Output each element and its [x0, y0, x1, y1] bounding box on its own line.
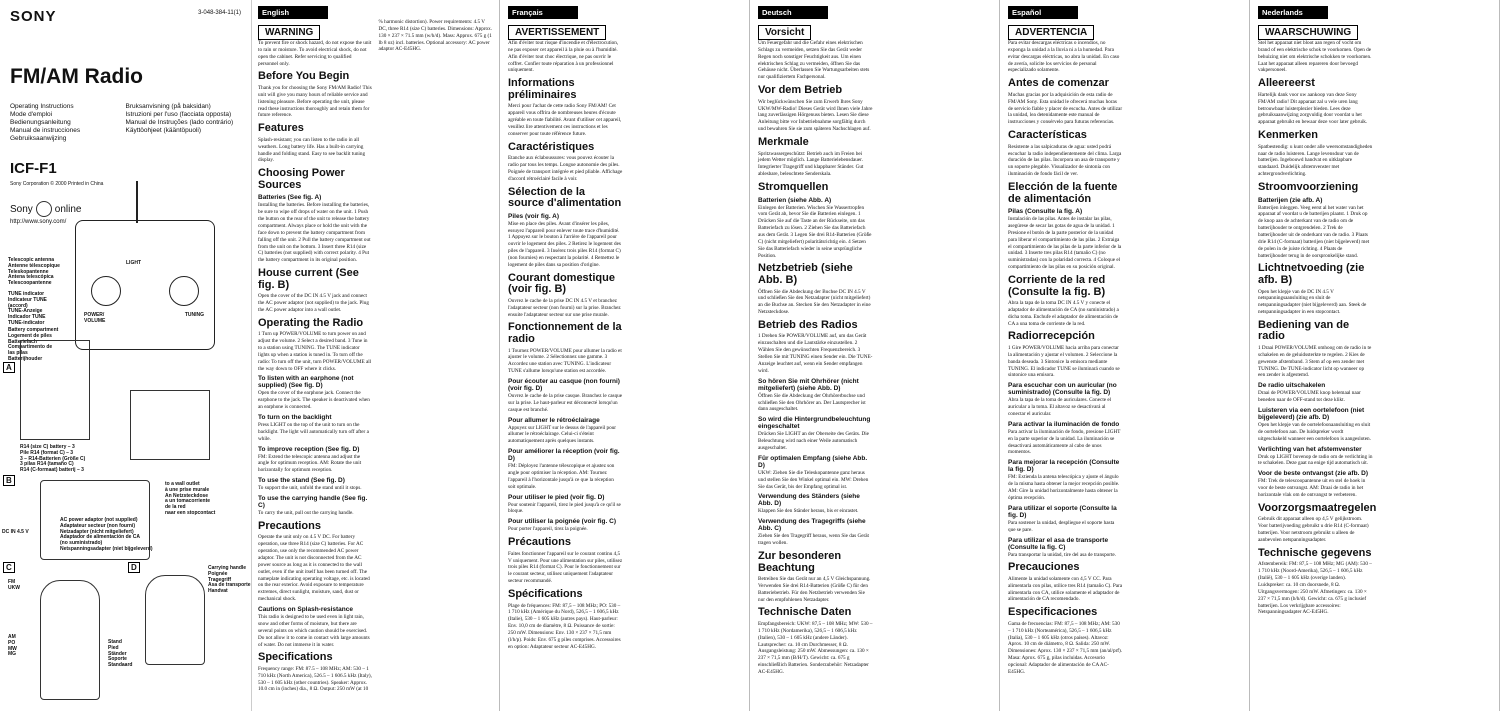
- subsection-heading: Für optimalen Empfang (siehe Abb. D): [758, 454, 868, 469]
- battery-compartment-label: Battery compartment Logement de piles Batteriefach Compartimento de las pilas Batterijhouder: [8, 327, 59, 362]
- section-body: Ouvrez le cache de la prise casque. Branchez le casque sur la prise. Le haut-parleur est déconnecté lorsqu'un casque est branché.: [508, 392, 623, 413]
- section-heading: Voorzorgsmaatregelen: [1258, 501, 1377, 514]
- power-volume-dial: [91, 276, 121, 306]
- section-body: Faites fonctionner l'appareil sur le courant continu 4,5 V uniquement. Pour une alimentation sur piles, utilisez trois piles R14 (format C). Pour le fonctionnement sur le courant secteur, utilisez uniquement l'adaptateur secteur recommandé.: [508, 550, 623, 585]
- section-heading: Lichtnetvoeding (zie afb. B): [1258, 262, 1365, 286]
- subsection-heading: Pour utiliser la poignée (voir fig. C): [508, 518, 616, 526]
- section-body: Para transportar la unidad, tire del asa de transporte.: [1008, 551, 1117, 558]
- section-body: Batterijen inleggen. Veeg eerst al het water van het apparaat af voordat u de batterijen plaatst. 1 Druk op de knop aan de achterkant van de radio om de batterijhouder te ontgrendelen. 2 Trek de batterijhouder uit de onderkant van de radio. 3 Plaats drie R14 (C-formaat) batterijen (niet bijgeleverd) met de polen in de juiste richting. 4 Plaats de batterijhouder terug in de oorspronkelijke stand.: [1258, 204, 1370, 259]
- language-item: Gebruiksaanwijzing: [10, 135, 67, 142]
- subsection-heading: De radio uitschakelen: [1258, 382, 1326, 390]
- section-heading: Precauciones: [1008, 561, 1080, 574]
- language-item: Manual de instrucciones: [10, 127, 81, 134]
- subsection-heading: Batteries (See fig. A): [258, 194, 322, 202]
- language-tab: Deutsch: [758, 6, 828, 19]
- language-column-english: [252, 0, 500, 711]
- section-body: Thank you for choosing the Sony FM/AM Radio! This unit will give you many hours of reliable service and listening pleasure. Before operating the unit, please read these instructions thoroughly and retain them for future reference.: [258, 84, 372, 119]
- section-body: Pour soutenir l'appareil, tirez le pied jusqu'à ce qu'il se bloque.: [508, 501, 621, 515]
- warning-heading: ADVERTENCIA: [1008, 25, 1094, 40]
- tuning-dial: [169, 276, 199, 306]
- section-body: FM: Déployez l'antenne télescopique et ajustez son angle pour optimiser la réception. AM: Tournez l'appareil à l'horizontale jusqu'à ce que la réception soit optimale.: [508, 463, 615, 490]
- am-band-label: AM PO MW MG: [8, 634, 17, 658]
- section-body: Para activar la iluminación de fondo, presione LIGHT en la parte superior de la unidad. La iluminación se desactivará automáticamente al cabo de unos momentos.: [1008, 428, 1121, 456]
- column-text-flow: [1008, 19, 1243, 699]
- subsection-heading: So hören Sie mit Ohrhörer (nicht mitgeliefert) (siehe Abb. D): [758, 377, 859, 392]
- section-heading: Specifications: [258, 651, 333, 664]
- section-body: Muchas gracias por la adquisición de esta radio de FM/AM Sony. Esta unidad le ofrecerá muchas horas de servicio fiable y placer de escucha. Antes de utilizar la unidad, lea detenidamente este manual de instrucciones y consérvelo para futuras referencias.: [1008, 91, 1123, 126]
- subsection-heading: To use the stand (See fig. D): [258, 477, 345, 485]
- section-body: Para sostener la unidad, despliegue el soporte hasta que se pare.: [1008, 519, 1115, 533]
- section-heading: Spécifications: [508, 588, 583, 600]
- radio-illustration: [75, 220, 215, 350]
- subsection-heading: To listen with an earphone (not supplied) (See fig. D): [258, 375, 354, 390]
- fm-band-label: FM UKW: [8, 579, 20, 591]
- section-body: To carry the unit, pull out the carrying handle.: [258, 510, 354, 517]
- section-body: 1 Tournez POWER/VOLUME pour allumer la radio et ajuster le volume. 2 Sélectionnez une gamme. 3 Accordez une station avec TUNING. L'indicateur TUNE s'allume lorsqu'une station est accordée.: [508, 347, 622, 375]
- battery-compartment-illustration: [20, 340, 90, 440]
- section-body: Gebruik dit apparaat alleen op 4,5 V gelijkstroom. Voor batterijvoeding gebruikt u drie R14 (C-formaat) batterijen. Voor netstroom gebruikt u alleen de aanbevolen netspanningsadapter.: [1258, 516, 1369, 544]
- subsection-heading: To use the carrying handle (See fig. C): [258, 495, 368, 510]
- section-body: Betreiben Sie das Gerät nur an 4,5 V Gleichspannung. Verwenden Sie drei R14-Batterien (Größe C) für den Batteriebetrieb. Für den Netzbetrieb verwenden Sie nur den empfohlenen Netzadapter.: [758, 576, 871, 603]
- subsection-heading: Para utilizar el soporte (Consulte la fig. D): [1008, 504, 1117, 519]
- section-heading: Before You Begin: [258, 70, 350, 83]
- section-heading: Features: [258, 122, 304, 135]
- section-body: Abra la tapa de la toma de auriculares. Conecte el auricular a la toma. El altavoz se desactivará al conectar el auricular.: [1008, 397, 1112, 418]
- section-heading: Précautions: [508, 536, 571, 549]
- section-body: UKW: Ziehen Sie die Teleskopantenne ganz heraus und stellen Sie den Winkel optimal ein. MW: Drehen Sie das Gerät, bis der Empfang optimal ist.: [758, 469, 869, 490]
- section-body: Operate the unit only on 4.5 V DC. For battery operation, use three R14 (size C) batteries. For AC operation, use only the recommended AC power adaptor. The unit is not disconnected from the AC power source as long as it is connected to the wall outlet, even if the unit itself has been turned off. The nameplate indicating operating voltage, etc. is located on the rear exterior. Avoid exposure to temperature extremes, direct sunlight, moisture, sand, dust or mechanical shock.: [258, 534, 370, 603]
- section-body: Wir beglückwünschen Sie zum Erwerb Ihres Sony UKW/MW-Radio! Dieses Gerät wird Ihnen viele Jahre lang zuverlässigen Hörgenuss bieten. Lesen Sie diese Anleitung bitte vor Inbetriebnahme sorgfältig durch und bewahren Sie sie zum späteren Nachschlagen auf.: [758, 98, 873, 133]
- section-body: Ouvrez le cache de la prise DC IN 4.5 V et branchez l'adaptateur secteur (non fourni) sur la prise. Branchez ensuite l'adaptateur secteur sur une prise murale.: [508, 297, 621, 318]
- section-body: Splash-resistant; you can listen to the radio in all weathers. Long battery life. Has a built-in carrying handle and folding stand. Easy to see backlit tuning display.: [258, 136, 366, 164]
- section-heading: Choosing Power Sources: [258, 167, 345, 191]
- antenna-drawing: [136, 181, 138, 223]
- section-body: Hartelijk dank voor uw aankoop van deze Sony FM/AM radio! Dit apparaat zal u vele uren lang betrouwbaar luisterplezier bieden. Lees deze gebruiksaanwijzing zorgvuldig door voordat u het apparaat gebruikt en bewaar deze voor later gebruik.: [1258, 91, 1368, 126]
- language-item: Bedienungsanleitung: [10, 119, 71, 126]
- model-number: ICF-F1: [10, 160, 57, 177]
- section-body: Alimente la unidad solamente con 4,5 V CC. Para alimentarla con pilas, utilice tres R14 (tamaño C). Para alimentarla con CA, utilice solamente el adaptador de alimentación de CA recomendado.: [1008, 575, 1123, 603]
- section-body: Open the cover of the DC IN 4.5 V jack and connect the AC power adaptor (not supplied) to the jack. Plug the AC power adaptor into a wall outlet.: [258, 293, 369, 313]
- section-body: Instalación de las pilas. Antes de instalar las pilas, asegúrese de secar las gotas de agua de la unidad. 1 Presione el botón de la parte posterior de la unidad para liberar el compartimiento de las pilas. 2 Extraiga el compartimiento de las pilas de la parte inferior de la unidad. 3 Inserte tres pilas R14 (tamaño C) (no suministradas) con la polaridad correcta. 4 Coloque el compartimiento de las pilas en su posición original.: [1008, 216, 1122, 271]
- section-body: Open het klepje van de DC IN 4.5 V netspanningsaansluiting en sluit de netspanningsadapter (niet bijgeleverd) aan. Steek de netspanningsadapter in een stopcontact.: [1258, 288, 1367, 316]
- section-body: 1 Draai POWER/VOLUME omhoog om de radio in te schakelen en de geluidssterkte te regelen. 2 Kies de gewenste afstemband. 3 Stem af op een zender met TUNING. De TUNE-indicator licht op wanneer op een zender is afgestemd.: [1258, 345, 1372, 379]
- tuning-label: TUNING: [184, 312, 204, 318]
- section-body: Open the cover of the earphone jack. Connect the earphone to the jack. The speaker is deactivated when an earphone is connected.: [258, 390, 370, 411]
- section-heading: Alleereerst: [1258, 77, 1315, 90]
- section-body: 1 Drehen Sie POWER/VOLUME auf, um das Gerät einzuschalten und die Lautstärke einzustellen. 2 Wählen Sie den gewünschten Frequenzbereich. 3 Stellen Sie mit TUNING einen Sender ein. Die TUNE-Anzeige leuchtet auf, wenn ein Sender empfangen wird.: [758, 333, 873, 374]
- subsection-heading: Batterijen (zie afb. A): [1258, 196, 1323, 204]
- column-text-flow: [758, 19, 993, 699]
- subsection-heading: Verwendung des Ständers (siehe Abb. D): [758, 493, 860, 508]
- section-heading: Corriente de la red (Consulte la fig. B): [1008, 273, 1106, 298]
- section-heading: Stroomvoorziening: [1258, 180, 1359, 193]
- language-item: Käyttöohjeet (kääntöpuoli): [125, 127, 202, 134]
- section-body: Etanche aux éclaboussures: vous pouvez écouter la radio par tous les temps. Longue autonomie des piles. Poignée de transport intégrée et pied pliable. Affichage d'accord rétroéclairé facile à voir.: [508, 155, 623, 182]
- subsection-heading: To turn on the backlight: [258, 414, 332, 422]
- language-item: Istruzioni per l'uso (facciata opposta): [125, 111, 232, 118]
- section-body: Spritzwassergeschützt: Betrieb auch im Freien bei jedem Wetter möglich. Lange Batterielebensdauer. Integrierter Tragegriff und klappbarer Ständer. Gut ablesbare, beleuchtete Senderskala.: [758, 150, 864, 178]
- column-text-flow: [258, 19, 493, 699]
- subsection-heading: Pilas (Consulte la fig. A): [1008, 208, 1083, 216]
- section-body: Abra la tapa de la toma DC IN 4.5 V y conecte el adaptador de alimentación de CA (no suministrado) a dicha toma. Enchufe el adaptador de alimentación de CA a una toma de corriente de la red.: [1008, 300, 1119, 327]
- section-heading: Merkmale: [758, 136, 809, 148]
- section-body: Installing the batteries. Before installing the batteries, be sure to wipe off drops of water on the unit. 1 Push the button on the rear of the unit to release the battery compartment. Always place or hold the unit with the face down to prevent the battery compartment from falling off the unit. 2 Pull the battery compartment out from the unit on the bottom. 3 Insert three R14 (size C) batteries (not supplied) with correct polarity. 4 Put the battery compartment in its original position.: [258, 202, 371, 264]
- subsection-heading: Pour allumer le rétroéclairage: [508, 416, 600, 424]
- language-tab: Nederlands: [1258, 6, 1328, 19]
- section-body: Klappen Sie den Ständer heraus, bis er einrastet.: [758, 508, 859, 515]
- antenna-label: Telescopic antenna Antenne télescopique Teleskopantenne Antena telescópica Telescoopantenne: [8, 257, 60, 286]
- section-body: Draai de POWER/VOLUME knop helemaal naar beneden naar de OFF-stand tot deze klikt.: [1258, 390, 1361, 404]
- language-item: [126, 135, 242, 142]
- figure-c-label: C: [3, 562, 15, 573]
- language-tab: Français: [508, 6, 578, 19]
- section-body: Appuyez sur LIGHT sur le dessus de l'appareil pour allumer le rétroéclairage. Celui-ci s'éteint automatiquement après quelques instants.: [508, 424, 617, 445]
- subsection-heading: Batterien (siehe Abb. A): [758, 196, 832, 204]
- section-body: Resistente a las salpicaduras de agua: usted podrá escuchar la radio independientemente del clima. Larga duración de las pilas. Incorpora un asa de transporte y un soporte plegable. Visualizador de sintonía con iluminación de fondo fácil de ver.: [1008, 143, 1122, 178]
- figure-a-label: A: [3, 362, 15, 373]
- section-body: Para evitar descargas eléctricas o incendios, no exponga la unidad a la lluvia ni a la humedad. Para evitar descargas eléctricas, no abra la unidad. En caso de avería, solicite los servicios de personal especializado solamente.: [1008, 40, 1120, 74]
- subsection-heading: Para utilizar el asa de transporte (Consulte la fig. C): [1008, 536, 1109, 551]
- language-item: Operating Instructions: [10, 103, 74, 110]
- subsection-heading: Piles (voir fig. A): [508, 212, 560, 220]
- subsection-heading: Pour utiliser le pied (voir fig. D): [508, 493, 605, 501]
- handle-illustration: [40, 580, 100, 700]
- column-text-flow: [508, 19, 743, 699]
- brand-circle-icon: [36, 201, 52, 217]
- subsection-heading: Para activar la iluminación de fondo: [1008, 420, 1120, 428]
- warning-heading: WAARSCHUWING: [1258, 25, 1358, 40]
- section-body: Open het klepje van de oortelefoonaansluiting en sluit de oortelefoon aan. De luidspreker wordt uitgeschakeld wanneer een oortelefoon is aangesloten.: [1258, 422, 1371, 442]
- language-column-español: [1002, 0, 1250, 711]
- dc-in-label: DC IN 4.5 V: [2, 529, 29, 535]
- subsection-heading: To improve reception (See fig. D): [258, 445, 360, 453]
- language-list: [10, 103, 241, 142]
- section-body: Gama de frecuencias: FM: 87,5 – 108 MHz; AM: 530 – 1 710 kHz (Norteamérica), 526,5 – 1 606,5 kHz (Italia), 530 – 1 605 kHz (otros países). Altavoz: Aprox. 10 cm de diámetro, 8 Ω. Salida: 250 mW. Dimensiones: Aprox. 130 × 237 × 71,5 mm (an/al/prf). Masa: Aprox. 675 g, pilas incluidas. Accesorio opcional: Adaptador de alimentación de CA AC-E45HG.: [1008, 620, 1123, 675]
- ac-adaptor-label: AC power adaptor (not supplied) Adaptateur secteur (non fourni) Netzadapter (nicht mitgeliefert) Adaptador de alimentación de CA (no suministrado) Netspanningsadapter (niet bijgeleverd): [60, 517, 153, 552]
- warning-heading: AVERTISSEMENT: [508, 25, 606, 40]
- section-heading: Kenmerken: [1258, 129, 1318, 142]
- section-heading: Technische Daten: [758, 606, 852, 619]
- language-item: Manual de Instruções (lado contrário): [125, 119, 234, 126]
- section-heading: Bediening van de radio: [1258, 318, 1350, 343]
- section-heading: Stromquellen: [758, 180, 829, 193]
- section-heading: Fonctionnement de la radio: [508, 321, 622, 345]
- section-heading: Netzbetrieb (siehe Abb. B): [758, 262, 853, 286]
- cover-panel: [0, 0, 252, 711]
- section-body: To support the unit, unfold the stand until it stops.: [258, 485, 362, 492]
- section-heading: Elección de la fuente de alimentación: [1008, 180, 1118, 205]
- subsection-heading: Verlichting van het afstemvenster: [1258, 445, 1362, 453]
- subsection-heading: Verwendung des Tragegriffs (siehe Abb. C): [758, 518, 866, 533]
- battery-size-label: R14 (size C) battery – 3 Pile R14 (format C) – 3 3 – R14-Batterien (Größe C) 3 pilas R14 (tamaño C) R14 (C-formaat) batterij – 3: [20, 444, 86, 473]
- subsection-heading: Luisteren via een oortelefoon (niet bijgeleverd) (zie afb. D): [1258, 407, 1365, 422]
- warning-heading: Vorsicht: [758, 25, 811, 40]
- section-body: Öffnen Sie die Abdeckung der Buchse DC IN 4.5 V und schließen Sie den Netzadapter (nicht mitgeliefert) an die Buchse an. Stecken Sie den Netzadapter in eine Netzsteckdose.: [758, 288, 871, 316]
- section-heading: Características: [1008, 129, 1087, 142]
- sony-logo: SONY: [10, 8, 57, 25]
- subsection-heading: Para mejorar la recepción (Consulte la fig. D): [1008, 459, 1120, 474]
- section-body: Druk op LIGHT bovenop de radio om de verlichting in te schakelen. Deze gaat na enige tijd automatisch uit.: [1258, 453, 1373, 467]
- section-heading: House current (See fig. B): [258, 267, 359, 291]
- subsection-heading: Cautions on Splash-resistance: [258, 606, 353, 614]
- section-heading: Courant domestique (voir fig. B): [508, 271, 615, 296]
- subsection-heading: So wird die Hintergrundbeleuchtung eingeschaltet: [758, 416, 871, 431]
- sony-online-logo: [10, 201, 241, 217]
- section-heading: Precautions: [258, 519, 321, 532]
- section-body: Plage de fréquences: FM: 87,5 – 108 MHz; PO: 530 – 1 710 kHz (Amérique du Nord), 526,5 – 1 606,5 kHz (Italie), 530 – 1 605 kHz (autres pays). Haut-parleur: Env. 10,0 cm de diamètre, 8 Ω. Puissance de sortie: 250 mW. Dimensions: Env. 130 × 237 × 71,5 mm (l/h/p). Poids: Env. 675 g piles comprises. Accessoires en option: Adaptateur secteur AC-E45HG.: [508, 602, 621, 650]
- figure-d-label: D: [128, 562, 140, 573]
- website-url: http://www.sony.com/: [10, 219, 67, 225]
- page-title: FM/AM Radio: [10, 65, 143, 88]
- section-heading: Vor dem Betrieb: [758, 84, 843, 97]
- section-heading: Zur besonderen Beachtung: [758, 549, 842, 574]
- section-body: Stel het apparaat niet bloot aan regen of vocht om brand of een elektrische schok te voorkomen. Open de behuizing niet om elektrische schokken te voorkomen. Laat het apparaat alleen repareren door bevoegd vakpersoneel.: [1258, 40, 1372, 74]
- section-body: Frequency range: FM: 87.5 – 108 MHz; AM: 530 – 1 710 kHz (North America), 526.5 – 1 606.5 kHz (Italy), 530 – 1 605 kHz (other countries). Speaker: Approx. 10.0 cm in (inches) dia., 8 Ω. Output: 250 mW (at 10 % harmonic distortion). Power requirements: 4.5 V DC, three R14 (size C) batteries. Dimensions: Approx. 130 × 237 × 71.5 mm (w/h/d). Mass: Approx. 675 g (1 lb 8 oz) incl. batteries. Optional accessory: AC power adaptor AC-E45HG.: [258, 19, 493, 693]
- section-body: FM: Trek de telescoopantenne uit en stel de hoek in voor de beste ontvangst. AM: Draai de radio in het horizontale vlak om de ontvangst te verbeteren.: [1258, 478, 1366, 499]
- section-body: Afin d'éviter tout risque d'incendie et d'électrocution, ne pas exposer cet appareil à la pluie ou à l'humidité. Afin d'éviter tout choc électrique, ne pas ouvrir le coffret. Confier toute réparation à un professionnel uniquement.: [508, 40, 619, 74]
- section-body: 1 Gire POWER/VOLUME hacia arriba para conectar la alimentación y ajustar el volumen. 2 Seleccione la banda deseada. 3 Sintonice la emisora mediante TUNING. El indicador TUNE se iluminará cuando se sintonice una emisora.: [1008, 345, 1120, 379]
- copyright: Sony Corporation © 2000 Printed in China: [10, 181, 104, 187]
- language-item: Bruksanvisning (på baksidan): [125, 103, 211, 110]
- subsection-heading: Para escuchar con un auricular (no suministrado) (Consulte la fig. D): [1008, 382, 1117, 397]
- section-heading: Antes de comenzar: [1008, 77, 1109, 90]
- section-heading: Radiorrecepción: [1008, 330, 1095, 343]
- figure-b-label: B: [3, 475, 15, 486]
- warning-heading: WARNING: [258, 25, 320, 40]
- stand-label: Stand Pied Ständer Soporte Standaard: [108, 639, 133, 668]
- section-body: Merci pour l'achat de cette radio Sony FM/AM! Cet appareil vous offrira de nombreuses heures d'écoute agréable en toute fiabilité. Avant d'utiliser cet appareil, veuillez lire attentivement ces instructions et les conserver pour toute référence future.: [508, 103, 622, 137]
- stand-illustration: [145, 575, 205, 665]
- section-heading: Operating the Radio: [258, 316, 364, 329]
- section-body: To prevent fire or shock hazard, do not expose the unit to rain or moisture. To avoid electrical shock, do not open the cabinet. Refer servicing to qualified personnel only.: [258, 40, 372, 67]
- section-heading: Especificaciones: [1008, 606, 1098, 619]
- section-body: FM: Extend the telescopic antenna and adjust the angle for optimum reception. AM: Rotate the unit horizontally for optimum reception.: [258, 453, 362, 474]
- brand-logo-online: online: [54, 203, 82, 215]
- tune-indicator-label: TUNE indicator Indicateur TUNE (accord) TUNE-Anzeige Indicador TUNE TUNE-indicator: [8, 291, 47, 326]
- section-body: Mise en place des piles. Avant d'insérer les piles, essuyez l'appareil pour enlever toute trace d'humidité. 1 Appuyez sur le bouton à l'arrière de l'appareil pour ouvrir le logement des piles. 2 Retirez le logement des piles de l'appareil. 3 Insérez trois piles R14 (format C) (non fournies) en respectant la polarité. 4 Remettez le logement de piles dans sa position d'origine.: [508, 220, 621, 268]
- language-column-français: [502, 0, 750, 711]
- section-body: Spatbestendig: u kunt onder alle weersomstandigheden naar de radio luisteren. Lange levensduur van de batterijen. Ingebouwd handvat en uitklapbare standaard. Duidelijk afstemvenster met achtergrondverlichting.: [1258, 143, 1373, 178]
- subsection-heading: Pour améliorer la réception (voir fig. D): [508, 448, 620, 463]
- language-column-nederlands: [1252, 0, 1500, 711]
- carrying-handle-label: Carrying handle Poignée Tragegriff Asa de transporte Handvat: [208, 565, 251, 594]
- section-body: 1 Turn up POWER/VOLUME to turn power on and adjust the volume. 2 Select a desired band. 3 Tune in to a station using TUNING. The TUNE indicator lights up when a station is tuned in. To turn off the radio: To turn off the unit, turn POWER/VOLUME all the way down to OFF where it clicks.: [258, 331, 372, 372]
- section-body: Einlegen der Batterien. Wischen Sie Wassertropfen vom Gerät ab, bevor Sie die Batterien einlegen. 1 Drücken Sie auf die Taste an der Rückseite, um das Batteriefach zu lösen. 2 Ziehen Sie das Batteriefach aus dem Gerät. 3 Legen Sie drei R14-Batterien (Größe C) (nicht mitgeliefert) polaritätsrichtig ein. 4 Setzen Sie das Batteriefach wieder in seine ursprüngliche Position.: [758, 204, 872, 259]
- power-volume-label: POWER/ VOLUME: [84, 312, 106, 324]
- section-body: Pour porter l'appareil, tirez la poignée.: [508, 526, 588, 533]
- section-body: Um Feuergefahr und die Gefahr eines elektrischen Schlags zu vermeiden, setzen Sie das Gerät weder Regen noch sonstiger Feuchtigkeit aus. Um einen elektrischen Schlag zu vermeiden, öffnen Sie das Gehäuse nicht. Überlassen Sie Wartungsarbeiten stets nur qualifiziertem Fachpersonal.: [758, 40, 870, 81]
- section-body: Afstembereik: FM: 87,5 – 108 MHz; MG (AM): 530 – 1 710 kHz (Noord-Amerika), 526,5 – 1 606,5 kHz (Italië), 530 – 1 605 kHz (overige landen). Luidspreker: ca. 10 cm doorsnede, 8 Ω. Uitgangsvermogen: 250 mW. Afmetingen: ca. 130 × 237 × 71,5 mm (b/h/d). Gewicht: ca. 675 g inclusief batterijen. Los verkrijgbare accessoires: Netspanningsadapter AC-E45HG.: [1258, 561, 1372, 616]
- light-label: LIGHT: [126, 260, 141, 266]
- section-heading: Informations préliminaires: [508, 77, 577, 101]
- language-column-deutsch: [752, 0, 1000, 711]
- section-heading: Technische gegevens: [1258, 546, 1372, 559]
- part-number: 3-048-384-11(1): [198, 10, 241, 16]
- section-body: Öffnen Sie die Abdeckung der Ohrhörerbuchse und schließen Sie den Ohrhörer an. Der Lautsprecher ist dann ausgeschaltet.: [758, 392, 866, 413]
- wall-outlet-label: to a wall outlet à une prise murale An Netzsteckdose a un tomacorriente de la red naar een stopcontact: [165, 481, 216, 516]
- subsection-heading: Pour écouter au casque (non fourni) (voir fig. D): [508, 377, 620, 392]
- section-heading: Caractéristiques: [508, 140, 595, 153]
- language-tab: Español: [1008, 6, 1078, 19]
- section-body: This radio is designed to be used even in light rain, snow and other forms of moisture, but there are several points on which caution should be exercised. Do not allow it to come in contact with large amounts of water. Do not immerse it in water.: [258, 614, 370, 648]
- column-text-flow: [1258, 19, 1493, 699]
- section-heading: Betrieb des Radios: [758, 318, 858, 331]
- section-body: Drücken Sie LIGHT an der Oberseite des Geräts. Die Beleuchtung wird nach einer Weile automatisch ausgeschaltet.: [758, 431, 869, 451]
- section-body: Press LIGHT on the top of the unit to turn on the backlight. The light will automatically turn off after a while.: [258, 422, 369, 442]
- battery-insert-illustration: [130, 390, 210, 460]
- subsection-heading: Voor de beste ontvangst (zie afb. D): [1258, 470, 1369, 478]
- section-body: FM: Extienda la antena telescópica y ajuste el ángulo de la misma hasta obtener la mejor recepción posible. AM: Gire la unidad horizontalmente hasta obtener la óptima recepción.: [1008, 474, 1120, 501]
- section-body: Empfangsbereich: UKW: 87,5 – 108 MHz; MW: 530 – 1 710 kHz (Nordamerika), 526,5 – 1 606,5 kHz (Italien), 530 – 1 605 kHz (andere Länder). Lautsprecher: ca. 10 cm Durchmesser, 8 Ω. Ausgangsleistung: 250 mW. Abmessungen: ca. 130 × 237 × 71,5 mm (B/H/T). Gewicht: ca. 675 g einschließlich Batterien. Sonderzubehör: Netzadapter AC-E45HG.: [758, 621, 873, 676]
- brand-logo-sony: Sony: [10, 203, 33, 215]
- section-heading: Sélection de la source d'alimentation: [508, 185, 622, 210]
- section-body: Ziehen Sie den Tragegriff heraus, wenn Sie das Gerät tragen wollen.: [758, 533, 869, 547]
- language-item: Mode d'emploi: [10, 111, 53, 118]
- language-tab: English: [258, 6, 328, 19]
